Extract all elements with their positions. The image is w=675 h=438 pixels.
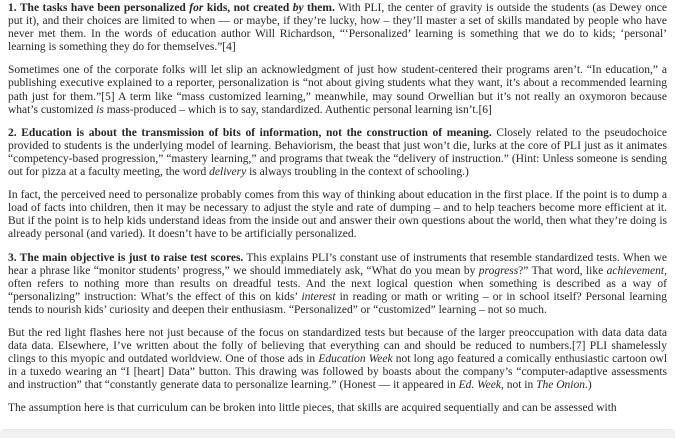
body-text: In fact, the perceived need to personalize probably comes from this way of thinking about education in the first place. If the point is to dump a load of facts into children, then it may be necessary to adjust the style and rate of dumping – and to help teachers become more efficient at it. But if the point is to help kids understand ideas from the inside out and answer their own questions about the world, then what they’re doing is already personal (and varied). It doesn’t have to be artificially personalized. — [8, 189, 667, 241]
body-text: not long ago featured a comically enthusiastic cartoon owl in a tuxedo wearing an “I [heart] Data” button. This drawing was followed by boasts about the company’s “computer-adaptive assessments and instruction” that “constantly generate data to personalize learning.” (Honest — it appeared in — [8, 353, 668, 392]
claim-heading-text: 2. Education is about the transmission of bits of information, not the construction of meaning. — [8, 126, 492, 139]
paragraph — [8, 402, 667, 415]
body-text: But the red light flashes here not just because of the focus on standardized tests but because of the larger preoccupation with data data data data data. Elsewhere, I’ve written about the folly of believing that everything can and should be reduced to numbers.[7] PLI shamelessly clings to this myopic and outdated worldview. One of those ads in — [8, 326, 667, 366]
paragraph — [8, 327, 667, 392]
claim-heading-text: by — [292, 2, 304, 14]
body-text: Sometimes one of the corporate folks will let slip an acknowledgment of just how student-centered their programs aren’t. “In education,” a publishing executive explained to a reporter, personalization is “not about giving students what they want, it’s about a recommended learning path just for them.”[5] A term like “mass customized learning,” meanwhile, may sound Orwellian but it’s not really an oxymoron because what’s customized — [8, 64, 667, 116]
body-text: achievement — [606, 264, 665, 277]
claim-heading-text: for — [189, 2, 204, 14]
bottom-banner — [0, 429, 675, 438]
body-text: mass-produced – which is to say, standardized. Authentic personal learning isn’t.[6] — [103, 103, 492, 116]
body-text: With PLI, the center of gravity is outside the students (as Dewey once put it), and their choices are limited to when — or maybe, if they’re lucky, how – they’ll master a set of skills mandated by people who have never met them. In the words of education author Will Richardson, “‘Personalized’ learning is something that we do to kids; ‘personal’ learning is something they do for themselves.”[4] — [8, 2, 668, 54]
body-text: Ed. Week — [458, 379, 501, 392]
claim-heading-text: them. — [303, 2, 335, 14]
body-text: .) — [584, 379, 592, 392]
paragraph — [8, 2, 667, 54]
body-text: interest — [301, 290, 336, 303]
body-text: is always troubling in the context of schooling.) — [246, 166, 469, 179]
paragraph — [8, 64, 667, 116]
body-text: in reading or math or writing – or in school itself? Personal learning tends to nourish kids’ curiosity and deepen their enthusiasm. “Personalized” or “customized” learning – not so much. — [8, 290, 668, 316]
body-text: ?” That word, like — [518, 264, 607, 277]
body-text: This explains PLI’s constant use of instruments that resemble standardized tests. When we hear a phrase like “monitor students’ progress,” we should immediately ask, “What do you mean by — [8, 251, 667, 277]
claim-heading-text: kids, not created — [203, 2, 293, 14]
paragraph — [8, 189, 667, 241]
body-text: The assumption here is that curriculum can be broken into little pieces, that skills are acquired sequentially and can be assessed with — [8, 402, 617, 415]
claim-heading-text: 1. The tasks have been personalized — [8, 2, 190, 14]
body-text: , not in — [500, 379, 537, 392]
body-text: Education Week — [318, 353, 393, 366]
claim-heading-text: 3. The main objective is just to raise test scores. — [8, 251, 244, 264]
paragraph — [8, 252, 667, 317]
body-text: delivery — [209, 166, 247, 179]
body-text: progress — [478, 264, 519, 277]
body-text: Closely related to the pseudochoice provided to students is the underlying model of learning. Behaviorism, the beast that just won’t die, lurks at the core of PLI just as it animates “competency-based progression,” “mastery learning,” and programs that tweak the “delivery of instruction.” (Hint: Unless someone is sending out for pizza at a faculty meeting, the word — [8, 126, 667, 179]
body-text: The Onion — [536, 379, 585, 392]
body-text: is — [96, 103, 104, 116]
paragraph — [8, 127, 667, 179]
body-text: , often refers to nothing more than results on dreadful tests. And the next logical question when something is described as a way of “personalizing” instruction: What’s the effect of this on kids’ — [8, 264, 667, 303]
